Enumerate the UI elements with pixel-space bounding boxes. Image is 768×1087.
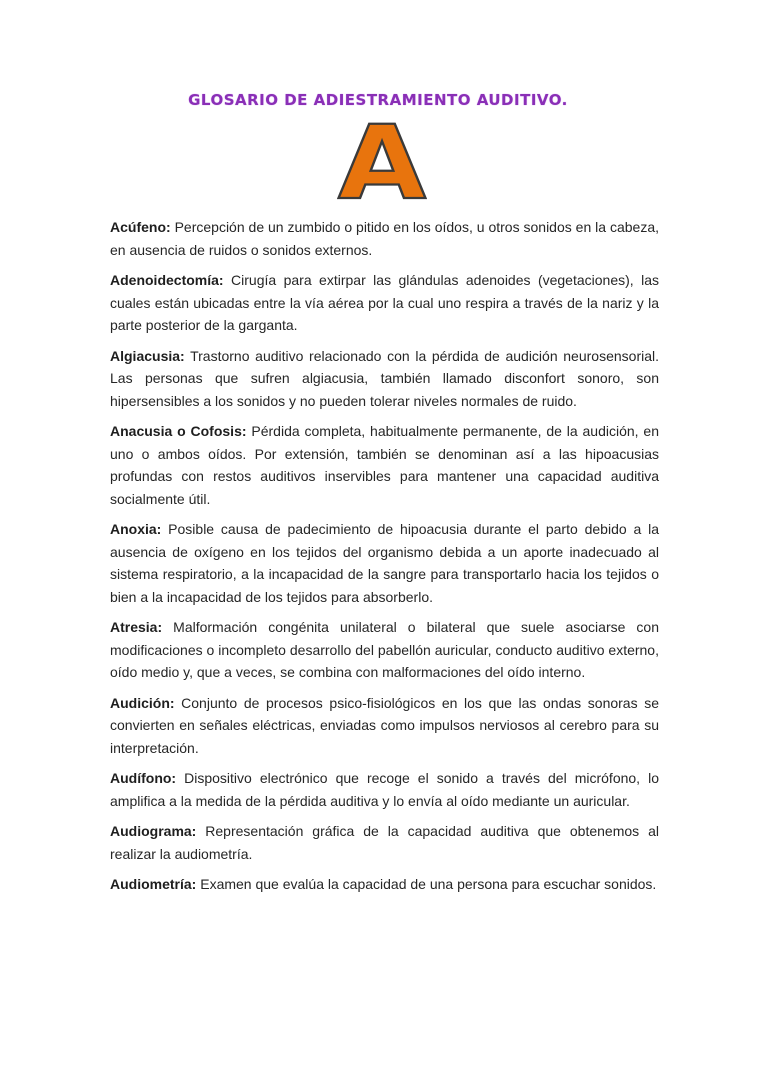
glossary-term: Anacusia o Cofosis:	[110, 423, 247, 439]
glossary-definition: Trastorno auditivo relacionado con la pérdida de audición neurosensorial. Las personas que sufren algiacusia, también llamado disconfort sonoro, son hipersensibles a los sonidos y no pueden tolerar niveles normales de ruido.	[110, 347, 659, 409]
glossary-definition: Cirugía para extirpar las glándulas adenoides (vegetaciones), las cuales están ubicadas entre la vía aérea por la cual uno respira a través de la nariz y la parte posterior de la garganta.	[110, 272, 659, 333]
section-letter-a	[337, 120, 427, 202]
glossary-entry	[110, 420, 659, 510]
glossary-term: Audiograma:	[110, 823, 197, 839]
glossary-definition: Dispositivo electrónico que recoge el sonido a través del micrófono, lo amplifica a la medida de la pérdida auditiva y lo envía al oído mediante un auricular.	[110, 770, 659, 809]
glossary-definition: Representación gráfica de la capacidad auditiva que obtenemos al realizar la audiometría.	[110, 823, 659, 862]
glossary-entry	[110, 767, 659, 812]
glossary-term: Acúfeno:	[110, 219, 171, 235]
glossary-definition: Percepción de un zumbido o pitido en los oídos, u otros sonidos en la cabeza, en ausencia de ruidos o sonidos externos.	[110, 219, 659, 258]
glossary-definition: Examen que evalúa la capacidad de una persona para escuchar sonidos.	[196, 876, 657, 892]
glossary-entry	[110, 820, 659, 865]
glossary-entry	[110, 518, 659, 608]
glossary-definition: Malformación congénita unilateral o bilateral que suele asociarse con modificaciones o incompleto desarrollo del pabellón auricular, conducto auditivo externo, oído medio y, que a veces, se combina con malformaciones del oído interno.	[110, 619, 659, 680]
glossary-entry	[110, 873, 659, 896]
glossary-list	[110, 216, 659, 904]
glossary-entry	[110, 345, 659, 413]
glossary-term: Audición:	[110, 694, 175, 711]
section-letter-graphic	[337, 120, 427, 202]
glossary-entry	[110, 692, 659, 760]
glossary-entry	[110, 269, 659, 337]
glossary-term: Algiacusia:	[110, 347, 185, 364]
section-letter-text: A	[338, 120, 427, 202]
document-title: GLOSARIO DE ADIESTRAMIENTO AUDITIVO.	[188, 91, 568, 109]
glossary-term: Audiometría:	[110, 876, 197, 892]
glossary-entry	[110, 216, 659, 261]
glossary-definition: Conjunto de procesos psico-fisiológicos en los que las ondas sonoras se convierten en señales eléctricas, enviadas como impulsos nerviosos al cerebro para su interpretación.	[110, 694, 659, 756]
glossary-entry	[110, 616, 659, 684]
glossary-term: Adenoidectomía:	[110, 272, 224, 288]
glossary-term: Audífono:	[110, 770, 177, 786]
glossary-definition: Pérdida completa, habitualmente permanente, de la audición, en uno o ambos oídos. Por extensión, también se denominan así a las hipoacusias profundas con restos auditivos inservibles para mantener una capacidad auditiva socialmente útil.	[110, 423, 659, 507]
glossary-definition: Posible causa de padecimiento de hipoacusia durante el parto debido a la ausencia de oxígeno en los tejidos del organismo debida a un aporte inadecuado al sistema respiratorio, a la incapacidad de la sangre para transportarlo hacia los tejidos o bien a la incapacidad de los tejidos para absorberlo.	[110, 521, 659, 605]
glossary-term: Atresia:	[110, 619, 163, 635]
glossary-term: Anoxia:	[110, 521, 162, 537]
